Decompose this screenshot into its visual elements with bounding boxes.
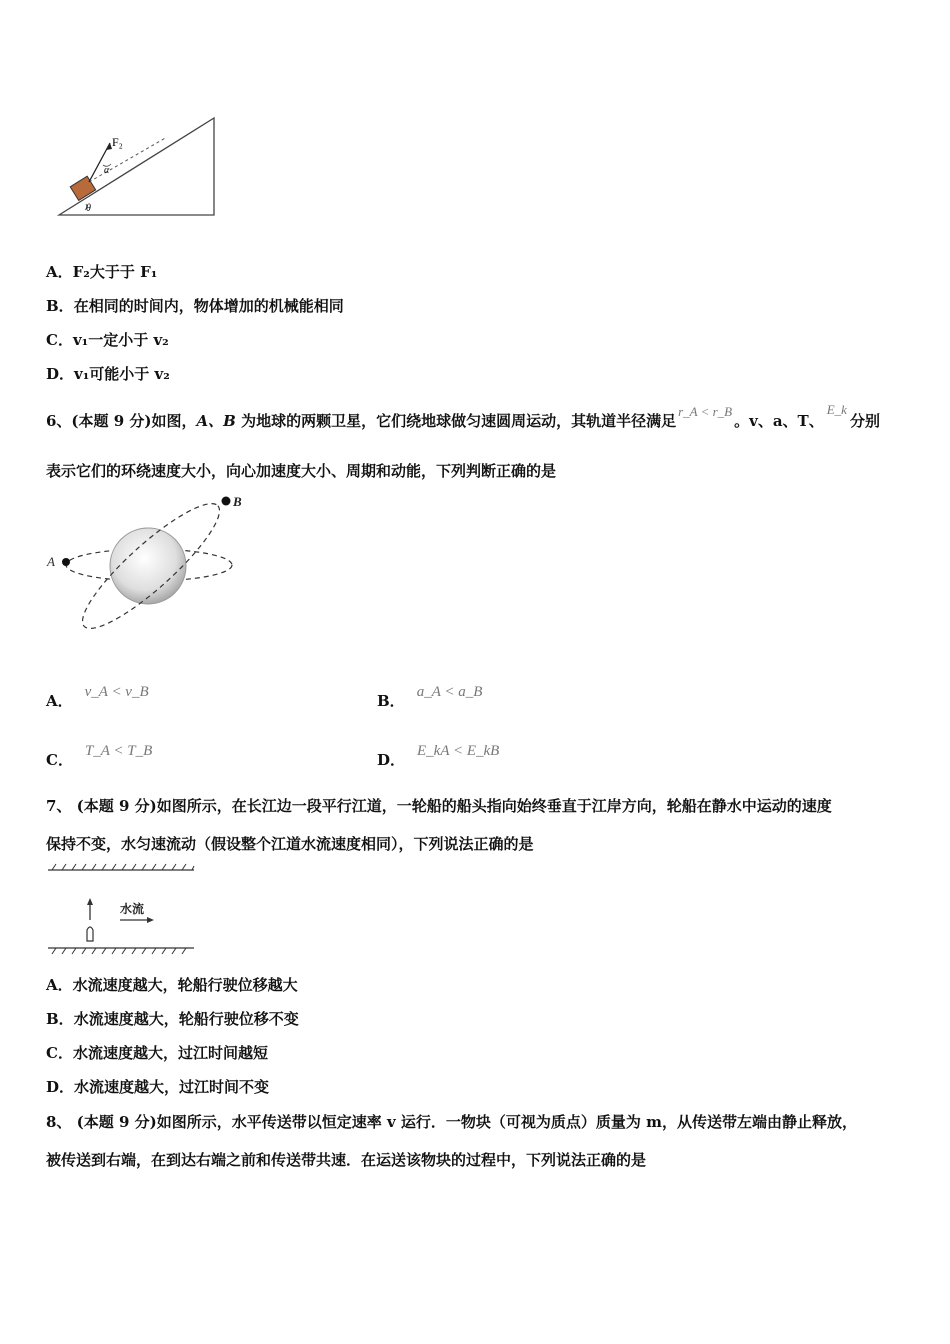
river-figure [44,858,204,960]
q7-option-c: C．水流速度越大，过江时间越短 [46,1044,268,1062]
q7-stem-line1: 7、 (本题 9 分)如图所示，在长江边一段平行江道，一轮船的船头指向始终垂直于江岸方向，轮船在静水中运动的速度 [46,797,832,815]
q6-option-b: B． a_A < a_B [377,684,483,710]
water-flow-label: 水流 [120,902,145,916]
q6-option-c: C． T_A < T_B [46,743,153,769]
alpha-label: α [104,165,110,176]
incline-figure [55,112,225,222]
q6-option-a: A． v_A < v_B [46,684,149,710]
q6-option-d: D． E_kA < E_kB [377,743,500,769]
force-label: F₂ [112,135,123,149]
q7-option-d: D．水流速度越大，过江时间不变 [46,1078,270,1096]
satellite-b-label: B [233,494,242,509]
q7-option-a: A．水流速度越大，轮船行驶位移越大 [46,976,298,994]
q7-option-b: B．水流速度越大，轮船行驶位移不变 [46,1010,299,1028]
q5-option-a: A．F₂大于于 F₁ [46,263,158,281]
q6-stem-line1: 6、(本题 9 分)如图，A、B 为地球的两颗卫星，它们绕地球做匀速圆周运动，其轨道半径满足r_A < r_B。v、a、T、E_k分别 [46,402,880,430]
theta-label: θ [86,203,91,214]
q8-stem-line1: 8、 (本题 9 分)如图所示，水平传送带以恒定速率 v 运行．一物块（可视为质点）质量为 m，从传送带左端由静止释放， [46,1113,857,1131]
q5-option-d: D．v₁可能小于 v₂ [46,365,170,383]
q6-ek-symbol: E_k [826,402,847,417]
q6-condition: r_A < r_B [678,404,733,419]
satellite-a-label: A [47,554,55,569]
q7-stem-line2: 保持不变，水匀速流动（假设整个江道水流速度相同），下列说法正确的是 [46,835,534,853]
q5-option-b: B．在相同的时间内，物体增加的机械能相同 [46,297,344,315]
q6-stem-line2: 表示它们的环绕速度大小，向心加速度大小、周期和动能，下列判断正确的是 [46,462,557,480]
q8-stem-line2: 被传送到右端，在到达右端之前和传送带共速．在运送该物块的过程中，下列说法正确的是 [46,1151,647,1169]
q5-option-c: C．v₁一定小于 v₂ [46,331,169,349]
satellite-figure [44,490,244,640]
